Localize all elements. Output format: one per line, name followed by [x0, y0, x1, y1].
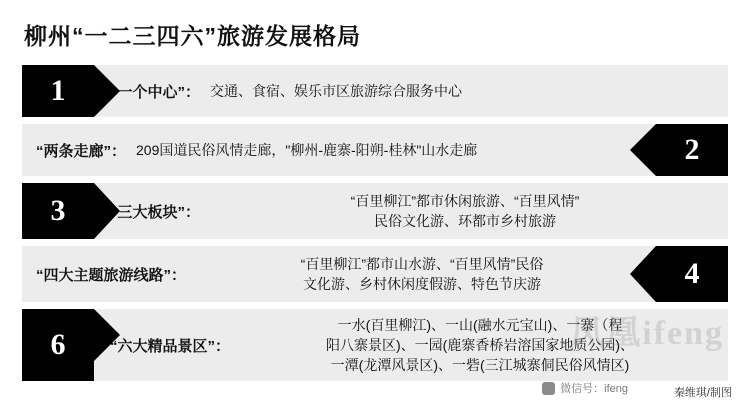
row-label: “六大精品景区”： [110, 337, 231, 355]
row-content-line: 阳八寨景区)、一园(鹿寨香桥岩溶国家地质公园)、 [326, 336, 634, 353]
rows-container [22, 65, 732, 381]
watermark: 凤凰ifeng [570, 315, 724, 352]
row-content [192, 246, 656, 302]
row-content-line: “百里柳江”都市休闲旅游、“百里风情” [350, 192, 580, 209]
row-number-badge: 2 [656, 124, 728, 176]
row-number-badge: 6 [22, 309, 94, 381]
row-label: “四大主题旅游线路”： [36, 266, 187, 284]
row-content [132, 124, 656, 176]
row-content [206, 183, 728, 239]
row-label: “三大板块”： [110, 203, 201, 221]
credit-text: 秦维琪/制图 [673, 387, 732, 399]
row-number-badge: 3 [22, 183, 94, 239]
table-row [22, 309, 728, 381]
row-content-line: 交通、食宿、娱乐市区旅游综合服务中心 [210, 82, 463, 99]
table-row [22, 124, 728, 176]
table-row [22, 246, 728, 302]
row-content-line: 209国道民俗风情走廊，"柳州-鹿寨-阳朔-桂林"山水走廊 [136, 141, 478, 158]
row-label: “两条走廊”： [36, 142, 127, 160]
row-content-line: 一潭(龙潭风景区)、一砦(三江城寨侗民俗风情区) [330, 357, 630, 374]
row-content-line: 民俗文化游、环都市乡村旅游 [374, 213, 556, 229]
row-number-badge: 4 [656, 246, 728, 302]
wechat-icon [542, 382, 555, 395]
row-content [236, 309, 728, 381]
row-content-line: “百里柳江”都市山水游、“百里风情”民俗 [300, 255, 544, 272]
row-content-line: 文化游、乡村休闲度假游、特色节庆游 [303, 276, 541, 292]
row-content [206, 65, 728, 117]
watermark-badge-label: 微信号：ifeng [560, 383, 628, 395]
row-number-badge: 1 [22, 65, 94, 117]
table-row [22, 65, 728, 117]
page-title: 柳州“一二三四六”旅游发展格局 [24, 23, 361, 49]
watermark-badge [542, 380, 628, 396]
row-label: “一个中心”： [110, 83, 201, 101]
row-content-line: 一水(百里柳江)、一山(融水元宝山)、一寨（程 [337, 316, 623, 333]
table-row [22, 183, 728, 239]
